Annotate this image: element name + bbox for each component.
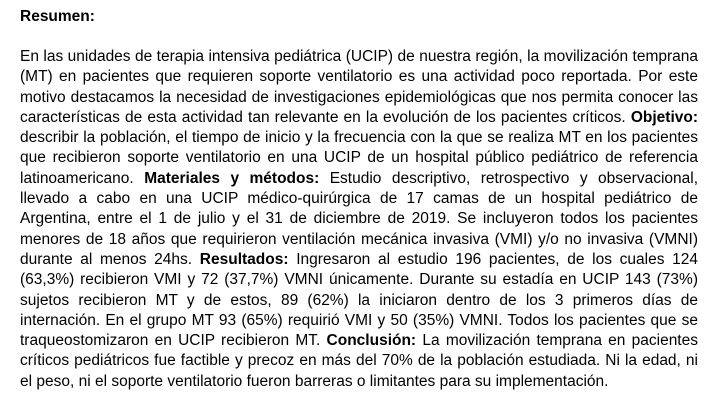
objective-label: Objetivo: [630,108,698,126]
results-text: Ingresaron al estudio 196 pacientes, de los cuales 124 (63,3%) recibieron VMI y 72 (37,7%) VMNI únicamente. Durante su estadía en UCIP 143 (73%) sujetos recibieron MT y de estos, 89 (62%) la iniciaron dentro de los 3 primeros días de internación. En el grupo MT 93 (65%) requirió VMI y 50 (35%) VMNI. Todos los pacientes que se traqueostomizaron en UCIP recibieron MT. [20,250,699,350]
section-heading: Resumen: [20,8,95,25]
results-label: Resultados: [199,250,289,268]
methods-text: Estudio descriptivo, retrospectivo y observacional, llevado a cabo en una UCIP médico-quirúrgica de 17 camas de un hospital pediátrico de Argentina, entre el 1 de julio y el 31 de diciembre de 2019. Se incluyeron todos los pacientes menores de 18 años que requirieron ventilación mecánica invasiva (VMI) y/o no invasiva (VMNI) durante al menos 24hs. [20,169,699,268]
abstract-paragraph [20,47,698,392]
methods-label: Materiales y métodos: [144,169,320,187]
conclusion-text: La movilización temprana en pacientes críticos pediátricos fue factible y precoz en más del 70% de la población estudiada. Ni la edad, ni el peso, ni el soporte ventilatorio fueron barreras o limitantes para su implementación. [20,332,698,390]
intro-text: En las unidades de terapia intensiva pediátrica (UCIP) de nuestra región, la movilización temprana (MT) en pacientes que requieren soporte ventilatorio es una actividad poco reportada. Por este motivo destacamos la necesidad de investigaciones epidemiológicas que nos permita conocer las características de esta actividad tan relevante en la evolución de los pacientes críticos. [20,48,698,126]
conclusion-label: Conclusión: [326,332,417,350]
objective-text: describir la población, el tiempo de inicio y la frecuencia con la que se realiza MT en los pacientes que recibieron soporte ventilatorio en una UCIP de un hospital público pediátrico de referencia latinoamericano. [20,129,698,187]
